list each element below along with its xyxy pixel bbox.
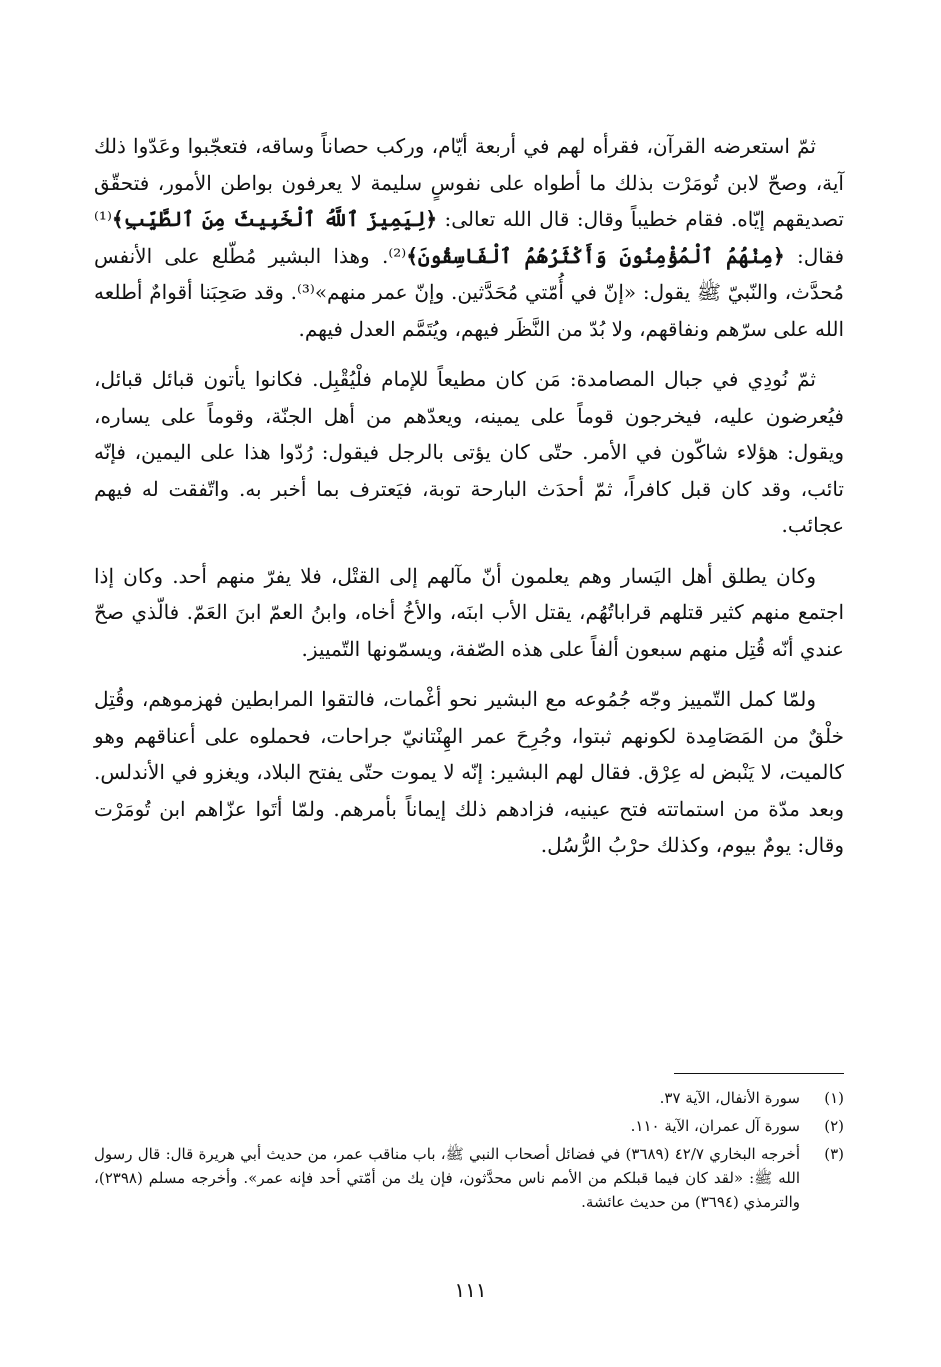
paragraph-4: ولمّا كمل التّمييز وجّه جُمُوعه مع البشير نحو أغْمات، فالتقوا المرابطين فهزموهم، وقُتِل خلْقٌ من المَصَامِدة لكونهم ثبتوا، وجُرِحَ عمر الهِنْتانيّ جراحات، فحملوه على أعناقهم وهو كالميت، لا يَنْبض له عِرْق. فقال لهم البشير: إنّه لا يموت حتّى يفتح البلاد، ويغزو في الأندلس. وبعد مدّة من استماتته فتح عينيه، فزادهم ذلك إيماناً بأمرهم. ولمّا أتَوا عزّاهم ابن تُومَرْت وقال: يومٌ بيوم، وكذلك حرْبُ الرُّسُل. <box>94 687 844 857</box>
page-number: ١١١ <box>454 1278 487 1302</box>
paragraph-1-text-c: . وهذا البشير مُطّلع على الأنفس مُحدَّث، والنّبيّ ﷺ يقول: «إنّ في أُمّتي مُحَدَّثين. وإنّ عمر منهم» <box>94 243 844 304</box>
quran-verse-2: ﴿مِنْهُمُ ٱلْمُؤْمِنُونَ وَأَكْثَرُهُمُ ٱلْفَاسِقُونَ﴾ <box>406 243 785 268</box>
paragraph-3: وكان يطلق أهل اليَسار وهم يعلمون أنّ مآلهم إلى القتْل، فلا يفرّ منهم أحد. وكان إذا اجتمع منهم كثير قتلهم قراباتُهُم، يقتل الأب ابنَه، والأخُ أخاه، وابنُ العمّ ابنَ العَمّ. فالّذي صحّ عندي أنّه قُتِل منهم سبعون ألفاً على هذه الصّفة، ويسمّونها التّمييز. <box>94 563 844 661</box>
footnote-text: سورة الأنفال، الآية ٣٧. <box>659 1089 800 1107</box>
footnote-2 <box>94 1114 844 1138</box>
footnote-1 <box>94 1086 844 1110</box>
paragraph-1 <box>94 128 844 347</box>
footnote-divider <box>674 1073 844 1074</box>
footnotes <box>94 1086 844 1218</box>
paragraph-1-text-d: . وقد صَحِبَنا أقوامٌ أطلعه الله على سرّهم ونفاقهم، ولا بُدّ من النَّظَر فيهم، ويُتَمَّم العدل فيهم. <box>94 280 844 341</box>
footnote-marker-1: ⁽¹⁾ <box>94 207 112 231</box>
footnote-text: أخرجه البخاري ٤٢/٧ (٣٦٨٩) في فضائل أصحاب النبي ﷺ، باب مناقب عمر، من حديث أبي هريرة قال: قال رسول الله ﷺ: «لقد كان فيما قبلكم من الأمم ناس محدَّثون، فإن يك من أمّتي أحد فإنه عمر». وأخرجه مسلم (٢٣٩٨)، والترمذي (٣٦٩٤) من حديث عائشة. <box>94 1145 800 1211</box>
main-text <box>94 128 844 878</box>
footnote-number: (١) <box>824 1089 844 1107</box>
footnote-number: (٢) <box>824 1117 844 1135</box>
footnote-marker-2: ⁽²⁾ <box>388 243 407 268</box>
paragraph-1-text-a: ثمّ استعرضه القرآن، فقرأه لهم في أربعة أيّام، وركب حصاناً وساقه، فتعجّبوا وعَدّوا ذلك آية، وصحّ لابن تُومَرْت بذلك ما أطواه على نفوسٍ سليمة لا يعرفون بواطن الأمور، فتحقّق تصديقهم إيّاه. فقام خطيباً وقال: قال الله تعالى: <box>94 134 844 231</box>
footnote-text: سورة آل عمران، الآية ١١٠. <box>630 1117 800 1135</box>
quran-verse-1: ﴿لِيَمِيزَ ٱللَّهُ ٱلْخَبِيثَ مِنَ ٱلطَّيِّبِ﴾ <box>111 207 438 231</box>
footnote-3 <box>94 1142 844 1214</box>
paragraph-2: ثمّ نُودِي في جبال المصامدة: مَن كان مطيعاً للإمام فلْيُقْبِل. فكانوا يأتون قبائل قبائل، فيُعرضون عليه، فيخرجون قوماً على يمينه، ويعدّهم من أهل الجنّة، وقوماً على يساره، ويقول: هؤلاء شاكّون في الأمر. حتّى كان يؤتى بالرجل فيقول: رُدّوا هذا على اليمين، فإنّه تائب، وقد كان قبل كافراً، ثمّ أحدَث البارحة توبة، فيَعترف بما أخبر به. واتّفقت له فيهم عجائب. <box>94 367 844 537</box>
footnote-marker-3: ⁽³⁾ <box>296 280 315 304</box>
footnote-number: (٣) <box>824 1145 844 1163</box>
paragraph-1-text-b: فقال: <box>784 243 844 268</box>
